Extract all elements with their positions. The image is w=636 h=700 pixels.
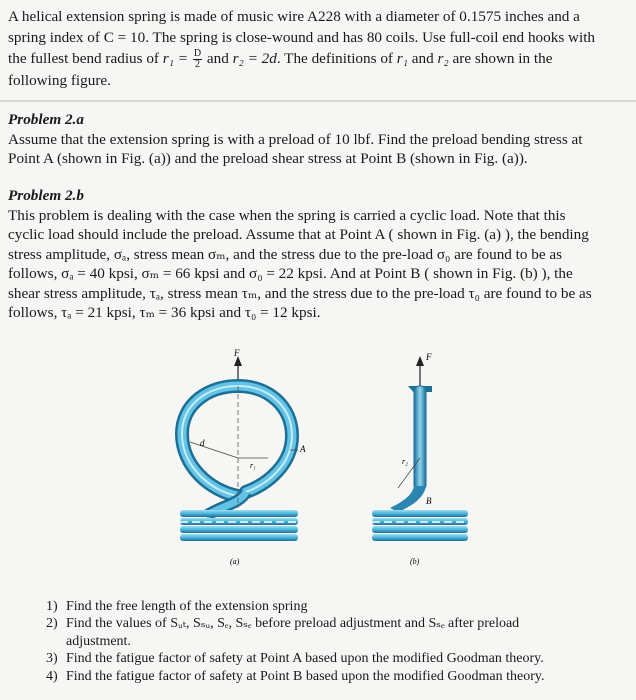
hook-bend-b: [390, 486, 426, 512]
question-text: adjustment.: [66, 633, 131, 649]
problem-statement: [8, 6, 628, 91]
intro-line-3b: and: [203, 50, 233, 67]
intro-line-1: A helical extension spring is made of music wire A228 with a diameter of 0.1575 inches and a: [8, 8, 580, 25]
question-item: [46, 650, 626, 667]
question-text: Find the fatigue factor of safety at Point B based upon the modified Goodman theory.: [66, 668, 545, 684]
caption-a: (a): [230, 557, 240, 566]
problem-2a-line-1: Assume that the extension spring is with a preload of 10 lbf. Find the preload bending stress at: [8, 130, 583, 148]
problem-2b-line-6: follows, τₐ = 21 kpsi, τₘ = 36 kpsi and τ₀ = 12 kpsi.: [8, 304, 321, 321]
coil-a-1: [180, 510, 298, 517]
hook-shank-b: [414, 386, 426, 490]
and-word: and: [407, 50, 438, 67]
fraction-numerator: D: [193, 48, 202, 60]
force-label-a: F: [234, 348, 240, 358]
problem-2a: [8, 110, 626, 169]
intro-line-4: following figure.: [8, 72, 111, 90]
coil-body-a: [180, 510, 298, 541]
problem-2a-line-2: Point A (shown in Fig. (a)) and the preload shear stress at Point B (shown in Fig. (a)).: [8, 150, 528, 167]
intro-line-3c: . The definitions of: [276, 50, 397, 67]
question-item: [46, 615, 626, 632]
problem-2b-line-4: follows, σₐ = 40 kpsi, σₘ = 66 kpsi and σ₀ = 22 kpsi. And at Point B ( shown in Fig. (b) ), the: [8, 265, 573, 282]
r1-label: r₁: [250, 461, 256, 470]
question-number: 2): [46, 616, 58, 632]
d-over-2-fraction: [193, 49, 202, 70]
coil-b-1: [372, 510, 468, 517]
hook-loop-wire: [182, 386, 292, 496]
spring-hook-figure: [150, 346, 470, 592]
coil-a-4: [180, 534, 298, 541]
coil-b-3: [372, 526, 468, 533]
intro-line-3: [8, 48, 628, 70]
questions-list: [46, 598, 626, 685]
question-number: 3): [46, 651, 58, 667]
problem-2b-line-3: stress amplitude, σₐ, stress mean σₘ, and the stress due to the pre-load σ₀ are found to be as: [8, 245, 563, 263]
r1-symbol: r₁: [396, 50, 408, 67]
intro-line-3a: the fullest bend radius of: [8, 50, 163, 67]
figure-a-hook: [180, 348, 306, 566]
r2-equation: r₂ = 2d: [232, 50, 277, 67]
intro-line-3d: are shown in the: [448, 50, 553, 67]
force-arrowhead-b: [416, 356, 424, 366]
problem-2b-line-5: shear stress amplitude, τₐ, stress mean τₘ, and the stress due to the pre-load τ₀ are found to be as: [8, 284, 592, 302]
problem-2a-heading: Problem 2.a: [8, 111, 84, 128]
question-text: Find the free length of the extension spring: [66, 599, 308, 614]
caption-b: (b): [410, 557, 420, 566]
question-item: [46, 633, 626, 650]
problem-2b-heading: Problem 2.b: [8, 187, 84, 204]
coil-a-3: [180, 526, 298, 533]
question-number: 4): [46, 668, 58, 684]
r2-symbol: r₂: [437, 50, 449, 67]
coil-body-b: [372, 510, 468, 541]
problem-2b-line-2: cyclic load should include the preload. Assume that at Point A ( shown in Fig. (a) ), the bending: [8, 226, 589, 243]
question-number: 1): [46, 599, 58, 614]
problem-2b-line-1: This problem is dealing with the case when the spring is carried a cyclic load. Note that this: [8, 206, 566, 224]
point-b-label: B: [426, 496, 432, 506]
point-a-label: A: [300, 444, 306, 454]
force-label-b: F: [426, 352, 432, 362]
intro-line-2: spring index of C = 10. The spring is close-wound and has 80 coils. Use full-coil end hooks with: [8, 29, 596, 46]
d-label: d: [200, 438, 205, 448]
question-text: Find the values of Sᵤₜ, Sₛᵤ, Sₑ, Sₛₑ before preload adjustment and Sₛₑ after preload: [66, 616, 520, 632]
coil-b-4: [372, 534, 468, 541]
r2-label: r₂: [402, 457, 408, 466]
question-item: [46, 598, 626, 615]
d-dimension-line: [190, 442, 238, 458]
section-divider: [0, 100, 636, 102]
fraction-denominator: 2: [194, 59, 200, 71]
question-text: Find the fatigue factor of safety at Point A based upon the modified Goodman theory.: [66, 651, 544, 667]
problem-2b: [8, 186, 626, 323]
figure-b-hook: [372, 352, 468, 566]
r1-equation: r₁ =: [162, 50, 192, 67]
question-item: [46, 668, 626, 685]
